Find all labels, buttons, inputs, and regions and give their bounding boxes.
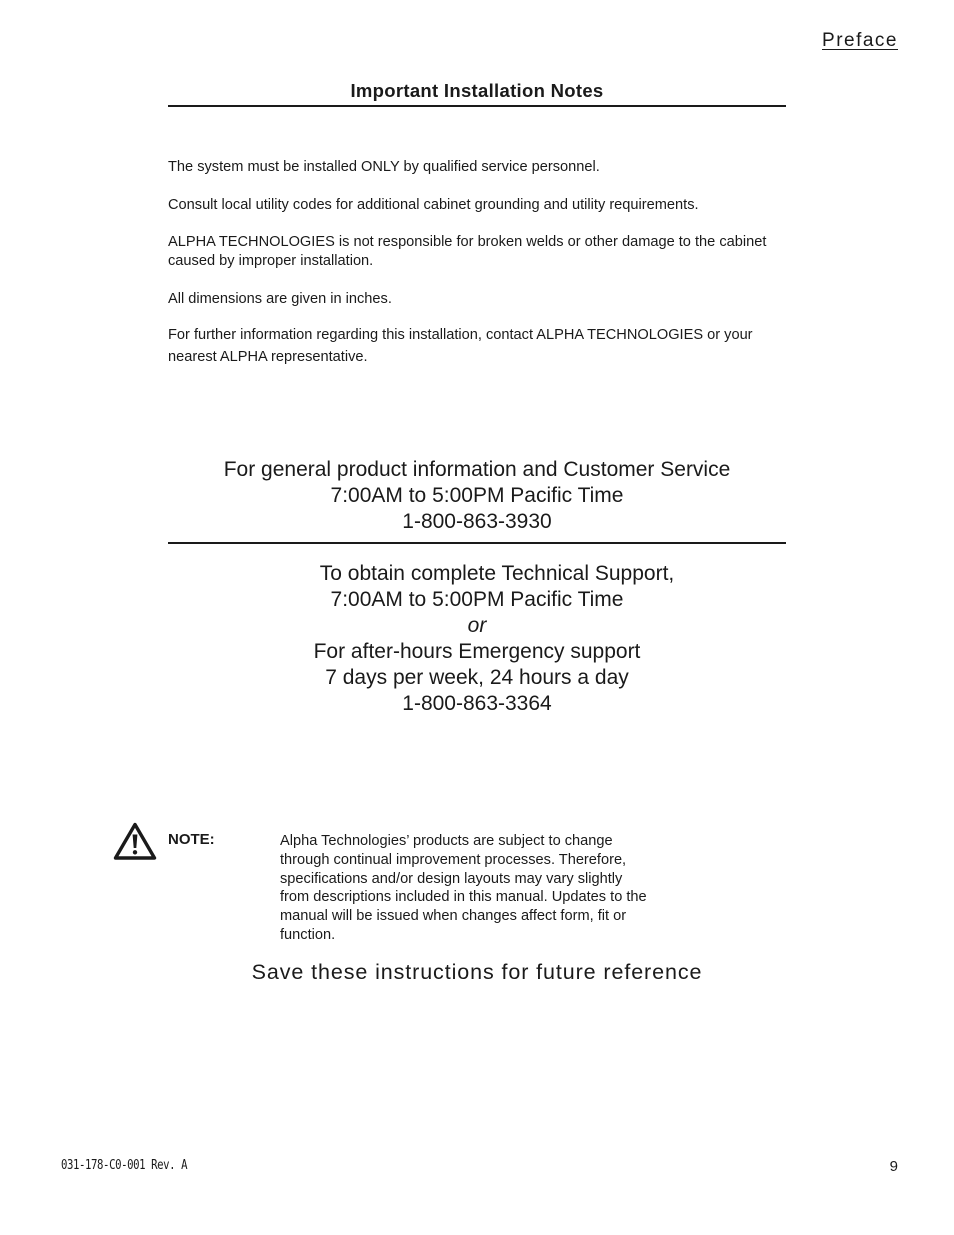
page-number: 9 (889, 1158, 898, 1175)
save-instructions-notice: Save these instructions for future reference (251, 960, 703, 984)
tech-support-block (168, 561, 786, 717)
emergency-support-heading: For after-hours Emergency support (313, 640, 641, 663)
note-label: NOTE: (168, 831, 215, 848)
note-line: through continual improvement processes. Therefore, (280, 851, 627, 868)
emergency-support-availability: 7 days per week, 24 hours a day (325, 666, 629, 689)
note-line: from descriptions included in this manual. Updates to the (280, 889, 647, 906)
tech-support-or: or (467, 614, 487, 637)
warning-icon (113, 821, 157, 861)
note-line: function. (280, 926, 336, 943)
tech-support-hours: 7:00AM to 5:00PM Pacific Time (330, 588, 624, 611)
installation-note: The system must be installed ONLY by qualified service personnel. (168, 159, 600, 175)
title-divider (168, 105, 786, 107)
installation-note: ALPHA TECHNOLOGIES is not responsible for broken welds or other damage to the cabinet caused by improper installation. (168, 234, 767, 269)
installation-note: For further information regarding this installation, contact ALPHA TECHNOLOGIES or your nearest ALPHA representative. (168, 327, 753, 365)
tech-support-phone: 1-800-863-3364 (402, 692, 552, 715)
customer-service-heading: For general product information and Customer Service (223, 458, 731, 481)
section-header: Preface (822, 30, 898, 51)
installation-note: All dimensions are given in inches. (168, 290, 392, 307)
installation-notes-title: Important Installation Notes (350, 80, 604, 101)
note-line: specifications and/or design layouts may vary slightly (280, 870, 623, 887)
customer-service-phone: 1-800-863-3930 (402, 510, 552, 533)
note-text (280, 832, 680, 945)
installation-notes-list (168, 158, 793, 387)
installation-note: Consult local utility codes for additional cabinet grounding and utility requirements. (168, 196, 699, 213)
customer-service-hours: 7:00AM to 5:00PM Pacific Time (330, 484, 624, 507)
note-line: Alpha Technologies’ products are subject to change (280, 833, 613, 849)
customer-service-block (168, 457, 786, 535)
contact-divider (168, 542, 786, 544)
document-number: 031-178-C0-001 Rev. A (61, 1158, 188, 1173)
tech-support-heading: To obtain complete Technical Support, (319, 562, 675, 585)
note-line: manual will be issued when changes affect form, fit or (280, 908, 627, 925)
